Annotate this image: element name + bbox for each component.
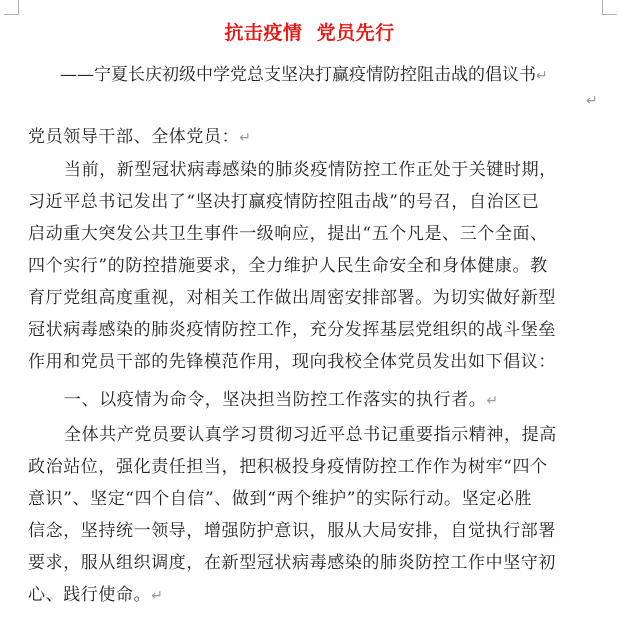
paragraph-mark-icon: ↵ (239, 130, 252, 146)
document-subtitle (60, 60, 548, 85)
body-line-text: 作用和党员干部的先锋模范作用，现向我校全体党员发出如下倡议： (28, 352, 556, 372)
document-title: 抗击疫情 党员先行 (224, 22, 395, 44)
body-line (28, 347, 556, 372)
body-line (28, 548, 556, 573)
body-line (28, 580, 164, 605)
body-line (28, 251, 548, 276)
body-line-text: 四个实行”的防控措施要求，全力维护人民生命安全和身体健康。教 (28, 256, 548, 276)
body-line-text: 信念，坚持统一领导，增强防护意识，服从大局安排，自觉执行部署 (28, 521, 556, 541)
body-line-text: 启动重大突发公共卫生事件一级响应，提出“五个凡是、三个全面、 (28, 224, 548, 244)
section-heading-text: 一、以疫情为命令，坚决担当防控工作落实的执行者。 (64, 390, 487, 410)
body-line-text: 要求，服从组织调度，在新型冠状病毒感染的肺炎防控工作中坚守初 (28, 553, 556, 573)
body-line-text: 当前，新型冠状病毒感染的肺炎疫情防控工作正处于关键时期， (64, 160, 557, 180)
body-line-text: 意识”、坚定“四个自信”、做到“两个维护”的实际行动。坚定必胜 (28, 489, 533, 509)
body-line-text: 全体共产党员要认真学习贯彻习近平总书记重要指示精神，提高 (64, 425, 557, 445)
paragraph-mark-icon: ↵ (536, 68, 548, 84)
section-heading-line (64, 385, 499, 410)
body-line (28, 283, 556, 308)
paragraph-mark-icon: ↵ (586, 93, 598, 109)
body-line-text: 政治站位，强化责任担当，把积极投身疫情防控工作作为树牢“四个 (28, 457, 548, 477)
body-line (28, 484, 532, 509)
page-corner-mark (602, 0, 617, 15)
body-line (28, 315, 556, 340)
salutation-line (28, 122, 252, 147)
body-line-text: 心、践行使命。 (28, 585, 152, 605)
empty-paragraph (586, 90, 598, 109)
body-line-text: 冠状病毒感染的肺炎疫情防控工作，充分发挥基层党组织的战斗堡垒 (28, 320, 556, 340)
body-line (64, 155, 557, 180)
page-corner-mark (4, 0, 19, 15)
body-line (28, 219, 548, 244)
subtitle-text: ——宁夏长庆初级中学党总支坚决打赢疫情防控阻击战的倡议书 (60, 65, 536, 85)
body-line (28, 452, 548, 477)
body-line-text: 习近平总书记发出了“坚决打赢疫情防控阻击战”的号召，自治区已 (28, 192, 540, 212)
paragraph-mark-icon: ↵ (486, 393, 499, 409)
body-line-text: 育厅党组高度重视，对相关工作做出周密安排部署。为切实做好新型 (28, 288, 556, 308)
body-line (28, 187, 539, 212)
paragraph-mark-icon: ↵ (151, 588, 164, 604)
salutation-text: 党员领导干部、全体党员： (28, 127, 240, 147)
body-line (28, 516, 556, 541)
body-line (64, 420, 557, 445)
